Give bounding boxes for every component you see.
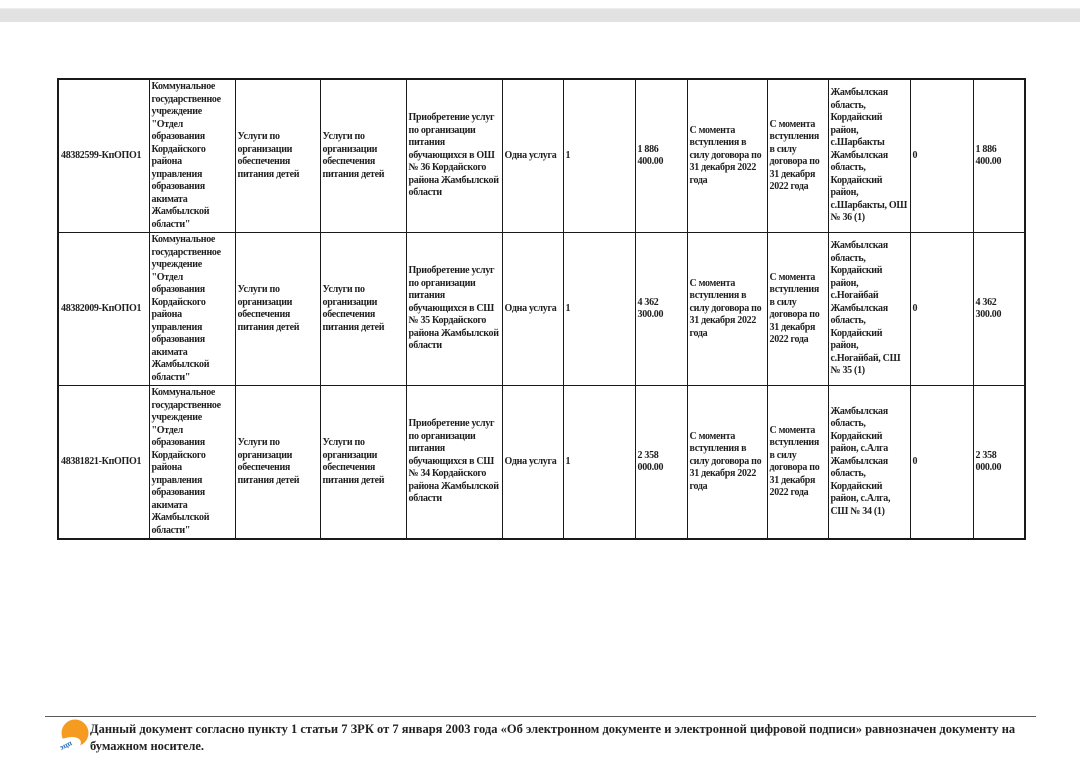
cell-delivery-place: Жамбылская область, Кордайский район, с.Ногайбай Жамбылская область, Кордайский район, с.Ногайбай, СШ № 35 (1)	[828, 233, 910, 386]
cell-unit: Одна услуга	[502, 79, 563, 233]
cell-total-amount: 1 886 400.00	[973, 79, 1025, 233]
cell-advance-percent: 0	[910, 386, 973, 540]
table-row	[58, 79, 1025, 233]
cell-payment-term: С момента вступления в силу договора по 31 декабря 2022 года	[767, 386, 828, 540]
cell-service-name: Услуги по организации обеспечения питания детей	[235, 233, 320, 386]
eds-stamp-icon	[57, 718, 91, 756]
cell-customer: Коммунальное государственное учреждение "Отдел образования Кордайского района управления образования акимата Жамбылской области"	[149, 386, 235, 540]
cell-quantity: 1	[563, 386, 635, 540]
cell-lot-id: 48381821-КпОПО1	[58, 386, 149, 540]
cell-amount: 4 362 300.00	[635, 233, 687, 386]
table-row	[58, 233, 1025, 386]
footer-divider	[45, 716, 1036, 717]
table-row	[58, 386, 1025, 540]
contracts-table-body	[58, 79, 1025, 539]
contracts-table	[57, 78, 1026, 540]
cell-amount: 2 358 000.00	[635, 386, 687, 540]
cell-unit: Одна услуга	[502, 386, 563, 540]
cell-delivery-place: Жамбылская область, Кордайский район, с.Алга Жамбылская область, Кордайский район, с.Алга, СШ № 34 (1)	[828, 386, 910, 540]
cell-amount: 1 886 400.00	[635, 79, 687, 233]
cell-service-name: Услуги по организации обеспечения питания детей	[235, 79, 320, 233]
cell-payment-term: С момента вступления в силу договора по 31 декабря 2022 года	[767, 233, 828, 386]
cell-payment-term: С момента вступления в силу договора по 31 декабря 2022 года	[767, 79, 828, 233]
eds-stamp-label: эцп	[58, 738, 74, 752]
cell-service-name-additional: Услуги по организации обеспечения питания детей	[320, 386, 406, 540]
cell-unit: Одна услуга	[502, 233, 563, 386]
cell-contract-term: С момента вступления в силу договора по 31 декабря 2022 года	[687, 386, 767, 540]
scan-artifact-band	[0, 8, 1080, 22]
cell-advance-percent: 0	[910, 233, 973, 386]
cell-service-name-additional: Услуги по организации обеспечения питания детей	[320, 79, 406, 233]
cell-lot-id: 48382009-КпОПО1	[58, 233, 149, 386]
cell-lot-id: 48382599-КпОПО1	[58, 79, 149, 233]
cell-description: Приобретение услуг по организации питания обучающихся в ОШ № 36 Кордайского района Жамбылской области	[406, 79, 502, 233]
cell-contract-term: С момента вступления в силу договора по 31 декабря 2022 года	[687, 233, 767, 386]
cell-total-amount: 4 362 300.00	[973, 233, 1025, 386]
cell-quantity: 1	[563, 233, 635, 386]
cell-description: Приобретение услуг по организации питания обучающихся в СШ № 35 Кордайского района Жамбылской области	[406, 233, 502, 386]
cell-advance-percent: 0	[910, 79, 973, 233]
cell-service-name-additional: Услуги по организации обеспечения питания детей	[320, 233, 406, 386]
cell-description: Приобретение услуг по организации питания обучающихся в СШ № 34 Кордайского района Жамбылской области	[406, 386, 502, 540]
cell-service-name: Услуги по организации обеспечения питания детей	[235, 386, 320, 540]
cell-delivery-place: Жамбылская область, Кордайский район, с.Шарбакты Жамбылская область, Кордайский район, с.Шарбакты, ОШ № 36 (1)	[828, 79, 910, 233]
cell-total-amount: 2 358 000.00	[973, 386, 1025, 540]
cell-quantity: 1	[563, 79, 635, 233]
footer-disclaimer: Данный документ согласно пункту 1 статьи 7 ЗРК от 7 января 2003 года «Об электронном документе и электронной цифровой подписи» равнозначен документу на бумажном носителе.	[90, 722, 1016, 753]
cell-customer: Коммунальное государственное учреждение "Отдел образования Кордайского района управления образования акимата Жамбылской области"	[149, 79, 235, 233]
cell-contract-term: С момента вступления в силу договора по 31 декабря 2022 года	[687, 79, 767, 233]
cell-customer: Коммунальное государственное учреждение "Отдел образования Кордайского района управления образования акимата Жамбылской области"	[149, 233, 235, 386]
